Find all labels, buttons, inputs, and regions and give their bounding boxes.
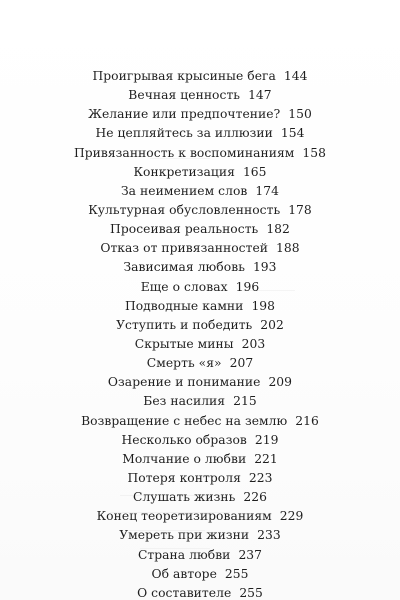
toc-entry[interactable] <box>0 469 400 488</box>
toc-entry-page: 188 <box>276 241 300 256</box>
toc-entry-title: Молчание о любви <box>122 451 247 466</box>
toc-entry-title: Конец теоретизированиям <box>96 509 272 524</box>
toc-entry-page: 198 <box>251 298 276 313</box>
toc-entry-page: 221 <box>254 451 278 466</box>
toc-entry[interactable] <box>0 565 400 584</box>
toc-entry[interactable] <box>0 278 400 297</box>
toc-entry[interactable] <box>0 316 400 335</box>
toc-entry-page: 229 <box>279 509 304 524</box>
toc-entry-page: 182 <box>266 222 290 237</box>
toc-entry-page: 215 <box>233 394 257 409</box>
toc-entry[interactable] <box>0 431 400 450</box>
toc-entry-title: Слушать жизнь <box>132 490 236 505</box>
toc-entry-page: 174 <box>255 183 280 198</box>
toc-entry-title: Желание или предпочтение? <box>88 107 281 122</box>
toc-entry-title: Еще о словах <box>140 279 228 294</box>
toc-entry[interactable] <box>0 201 400 220</box>
toc-entry-title: Вечная ценность <box>128 88 241 103</box>
toc-entry-page: 165 <box>242 164 267 179</box>
toc-entry-page: 233 <box>257 528 281 543</box>
toc-entry[interactable] <box>0 297 400 316</box>
toc-entry[interactable] <box>0 105 400 124</box>
toc-entry-page: 202 <box>260 317 284 332</box>
toc-entry[interactable] <box>0 507 400 526</box>
toc-entry-page: 209 <box>268 375 293 390</box>
toc-entry-page: 216 <box>295 413 319 428</box>
toc-entry-page: 226 <box>243 490 267 505</box>
toc-entry[interactable] <box>0 182 400 201</box>
toc-entry-title: Возвращение с небес на землю <box>81 413 288 428</box>
toc-entry-title: Привязанность к воспоминаниям <box>73 145 295 160</box>
toc-entry-title: Умереть при жизни <box>119 528 250 543</box>
toc-entry-title: Отказ от привязанностей <box>100 241 269 256</box>
toc-entry-page: 154 <box>280 126 305 141</box>
toc-entry-title: За неимением слов <box>120 183 248 198</box>
toc-entry-title: Без насилия <box>143 394 226 409</box>
toc-entry-page: 196 <box>235 279 260 294</box>
toc-entry-title: Просеивая реальность <box>110 222 259 237</box>
toc-entry[interactable] <box>0 488 400 507</box>
toc-entry[interactable] <box>0 258 400 277</box>
table-of-contents <box>0 67 400 600</box>
toc-entry-title: Скрытые мины <box>134 336 234 351</box>
toc-entry-page: 219 <box>254 432 279 447</box>
toc-entry-title: Озарение и понимание <box>107 375 261 390</box>
toc-entry-title: О составителе <box>137 585 232 600</box>
toc-entry[interactable] <box>0 450 400 469</box>
toc-entry[interactable] <box>0 86 400 105</box>
toc-entry-title: Культурная обусловленность <box>88 202 281 217</box>
toc-entry[interactable] <box>0 526 400 545</box>
toc-entry-title: Смерть «я» <box>146 356 222 371</box>
toc-entry-title: Уступить и победить <box>116 317 253 332</box>
toc-entry-page: 147 <box>248 88 272 103</box>
toc-entry[interactable] <box>0 239 400 258</box>
toc-entry[interactable] <box>0 392 400 411</box>
toc-entry-title: Зависимая любовь <box>123 260 245 275</box>
toc-entry-title: Несколько образов <box>121 432 247 447</box>
toc-entry-page: 144 <box>283 69 308 83</box>
toc-entry-title: Конкретизация <box>133 164 235 179</box>
toc-entry[interactable] <box>0 335 400 354</box>
toc-entry[interactable] <box>0 373 400 392</box>
toc-entry-page: 237 <box>238 547 263 562</box>
toc-entry-title: Потеря контроля <box>127 470 241 485</box>
toc-entry[interactable] <box>0 584 400 600</box>
toc-entry-page: 178 <box>288 202 312 217</box>
toc-entry-page: 203 <box>241 336 266 351</box>
toc-entry-page: 223 <box>248 470 273 485</box>
toc-entry-page: 207 <box>229 356 254 371</box>
toc-entry[interactable] <box>0 67 400 86</box>
toc-entry-page: 158 <box>302 145 327 160</box>
toc-entry-page: 255 <box>224 566 249 581</box>
toc-entry-title: Страна любви <box>137 547 231 562</box>
toc-entry-page: 255 <box>239 585 263 600</box>
toc-entry-title: Не цепляйтесь за иллюзии <box>95 126 273 141</box>
toc-entry[interactable] <box>0 354 400 373</box>
toc-entry[interactable] <box>0 144 400 163</box>
toc-entry-page: 193 <box>252 260 277 275</box>
toc-entry[interactable] <box>0 412 400 431</box>
toc-entry[interactable] <box>0 546 400 565</box>
toc-entry[interactable] <box>0 163 400 182</box>
toc-entry-page: 150 <box>288 107 312 122</box>
toc-entry-title: Об авторе <box>151 566 217 581</box>
toc-entry-title: Проигрывая крысиные бега <box>92 69 276 83</box>
toc-entry[interactable] <box>0 220 400 239</box>
toc-entry-title: Подводные камни <box>124 298 244 313</box>
toc-entry[interactable] <box>0 124 400 143</box>
